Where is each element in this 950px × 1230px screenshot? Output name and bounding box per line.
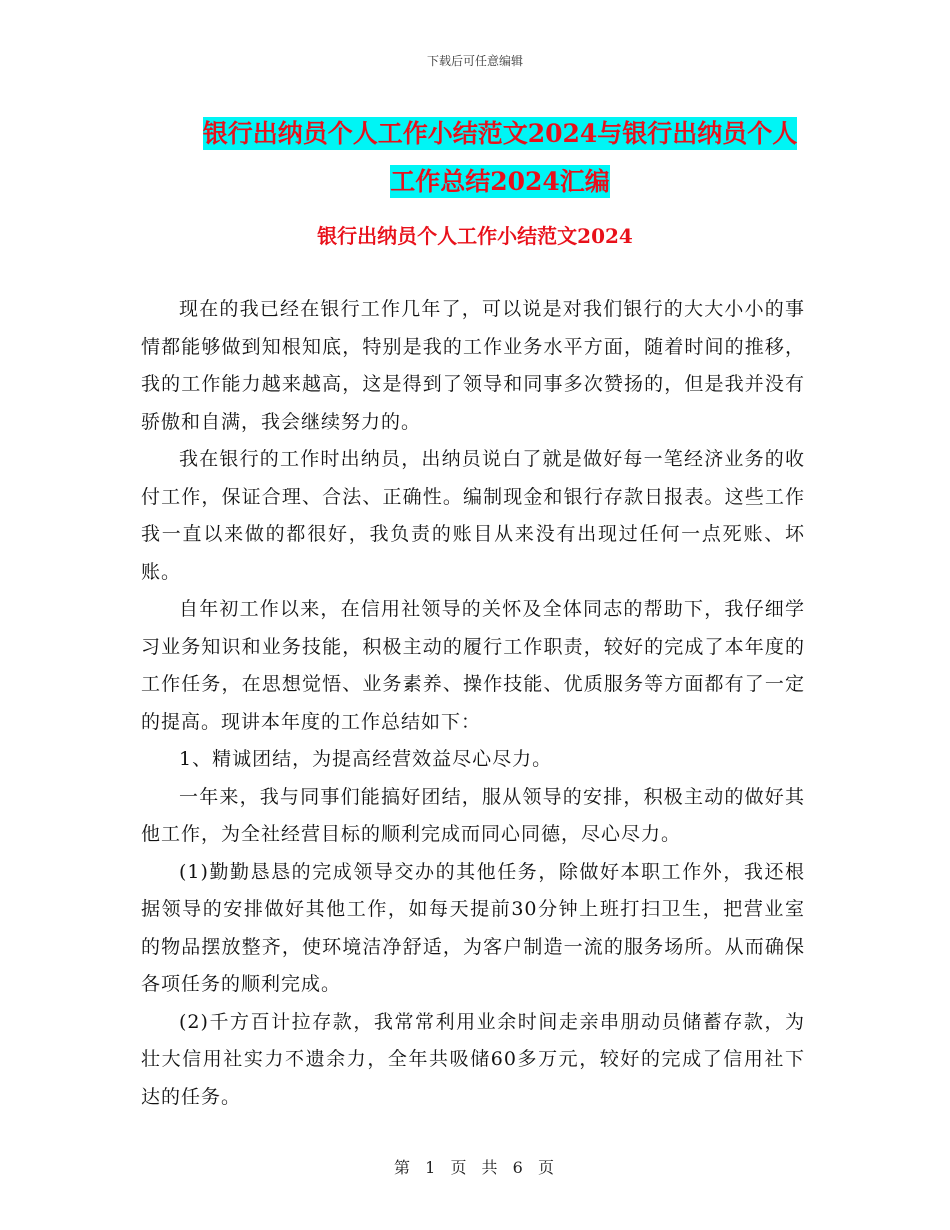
paragraph: 现在的我已经在银行工作几年了，可以说是对我们银行的大大小小的事情都能够做到知根知底，特别是我的工作业务水平方面，随着时间的推移，我的工作能力越来越高，这是得到了领导和同事多次赞扬的，但是我并没有骄傲和自满，我会继续努力的。 bbox=[141, 298, 805, 433]
footer-page-unit: 页 bbox=[450, 1158, 469, 1177]
section-title: 银行出纳员个人工作小结范文2024 bbox=[317, 224, 633, 248]
footer-total-pages: 6 bbox=[512, 1158, 525, 1177]
header-note: 下载后可任意编辑 bbox=[426, 54, 523, 68]
footer-total-prefix: 共 bbox=[481, 1158, 500, 1177]
main-title-line2: 工作总结2024汇编 bbox=[390, 167, 610, 196]
main-title-line1: 银行出纳员个人工作小结范文2024与银行出纳员个人 bbox=[202, 119, 798, 148]
footer-prefix: 第 bbox=[394, 1158, 413, 1177]
paragraph: 我在银行的工作时出纳员，出纳员说白了就是做好每一笔经济业务的收付工作，保证合理、合法、正确性。编制现金和银行存款日报表。这些工作我一直以来做的都很好，我负责的账目从来没有出现过任何一点死账、坏账。 bbox=[141, 448, 805, 583]
paragraph: (2)千方百计拉存款，我常常利用业余时间走亲串朋动员储蓄存款，为壮大信用社实力不遗余力，全年共吸储60多万元，较好的完成了信用社下达的任务。 bbox=[141, 1010, 805, 1108]
body-text bbox=[141, 291, 805, 1116]
paragraph: 1、精诚团结，为提高经营效益尽心尽力。 bbox=[179, 748, 553, 770]
paragraph: (1)勤勤恳恳的完成领导交办的其他任务，除做好本职工作外，我还根据领导的安排做好其他工作，如每天提前30分钟上班打扫卫生，把营业室的物品摆放整齐，使环境洁净舒适，为客户制造一流的服务场所。从而确保各项任务的顺利完成。 bbox=[141, 860, 805, 995]
footer-total-unit: 页 bbox=[537, 1158, 556, 1177]
paragraph: 一年来，我与同事们能搞好团结，服从领导的安排，积极主动的做好其他工作，为全社经营目标的顺利完成而同心同德，尽心尽力。 bbox=[141, 785, 805, 845]
paragraph: 自年初工作以来，在信用社领导的关怀及全体同志的帮助下，我仔细学习业务知识和业务技能，积极主动的履行工作职责，较好的完成了本年度的工作任务，在思想觉悟、业务素养、操作技能、优质服务等方面都有了一定的提高。现讲本年度的工作总结如下： bbox=[141, 598, 805, 733]
page-footer bbox=[0, 1155, 950, 1178]
footer-current-page: 1 bbox=[425, 1158, 438, 1177]
main-title bbox=[140, 110, 860, 206]
